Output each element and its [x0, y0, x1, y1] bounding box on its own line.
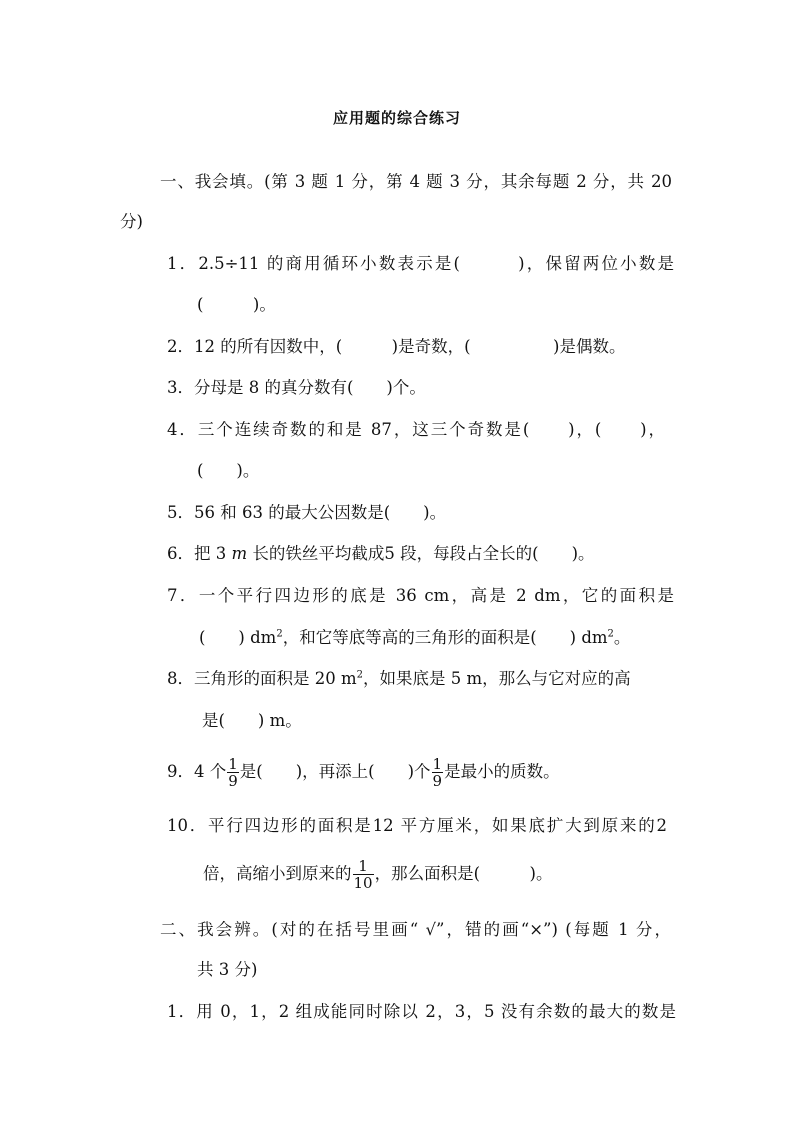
section2-heading-line2: 共 3 分) [197, 960, 258, 979]
question-1-line2: ( )。 [197, 295, 276, 314]
question-7-line2-b: ，和它等底等高的三角形的面积是( ) dm [282, 628, 608, 647]
question-6-unit: m [231, 544, 248, 563]
question-2: 2．12 的所有因数中，( )是奇数，( )是偶数。 [167, 337, 626, 356]
question-10-line2-b: ，那么面积是( )。 [374, 864, 553, 883]
question-4-line2: ( )。 [197, 461, 260, 480]
question-8-line2: 是( ) m。 [202, 711, 302, 730]
question-6-suffix: 长的铁丝平均截成5 段，每段占全长的( )。 [247, 544, 595, 563]
question-3: 3．分母是 8 的真分数有( )个。 [167, 378, 426, 397]
question-9-a: 9．4 个 [167, 762, 227, 781]
question-8-line1-a: 8．三角形的面积是 20 m [167, 669, 357, 688]
page-title: 应用题的综合练习 [332, 109, 461, 127]
question-8-line1 [167, 668, 631, 690]
question-9 [167, 752, 560, 792]
question-10-line2 [203, 851, 552, 897]
fraction-one-ninth [227, 756, 239, 789]
section1-heading-line1: 一、我会填。(第 3 题 1 分，第 4 题 3 分，其余每题 2 分，共 20 [160, 172, 672, 191]
question-5: 5．56 和 63 的最大公因数是( )。 [167, 503, 447, 522]
exponent: 2 [276, 628, 283, 640]
section2-question-1: 1．用 0，1，2 组成能同时除以 2，3，5 没有余数的最大的数是 [167, 1002, 676, 1021]
question-7-line2-c: 。 [613, 628, 631, 647]
fraction-one-ninth [432, 756, 444, 789]
question-9-b: 是( )，再添上( )个 [239, 762, 431, 781]
question-8-line1-b: ，如果底是 5 m，那么与它对应的高 [363, 669, 631, 688]
section1-heading-line2: 分) [120, 212, 143, 231]
question-7-line2-a: ( ) dm [199, 628, 277, 647]
fraction-denominator: 9 [228, 772, 238, 790]
section2-heading-line1: 二、我会辨。(对的在括号里画“ √”，错的画“×”) (每题 1 分， [160, 920, 671, 939]
question-1-line1: 1．2.5÷11 的商用循环小数表示是( )，保留两位小数是 [167, 254, 674, 273]
exponent: 2 [607, 628, 614, 640]
exponent: 2 [356, 669, 364, 681]
question-7-line1: 7．一个平行四边形的底是 36 cm，高是 2 dm，它的面积是 [167, 586, 674, 605]
question-9-c: 是最小的质数。 [444, 762, 560, 781]
question-10-line1: 10．平行四边形的面积是12 平方厘米，如果底扩大到原来的2 [167, 816, 667, 835]
fraction-one-tenth [353, 858, 374, 891]
question-7-line2 [199, 627, 630, 649]
question-6-prefix: 6．把 3 [167, 544, 232, 563]
question-4-line1: 4．三个连续奇数的和是 87，这三个奇数是( )，( )， [167, 420, 665, 439]
fraction-denominator: 9 [432, 772, 443, 790]
fraction-numerator: 1 [432, 755, 443, 773]
question-10-line2-a: 倍，高缩小到原来的 [203, 864, 352, 883]
fraction-numerator: 1 [353, 858, 374, 875]
fraction-denominator: 10 [353, 874, 373, 892]
question-6 [167, 543, 595, 565]
fraction-numerator: 1 [228, 755, 238, 773]
